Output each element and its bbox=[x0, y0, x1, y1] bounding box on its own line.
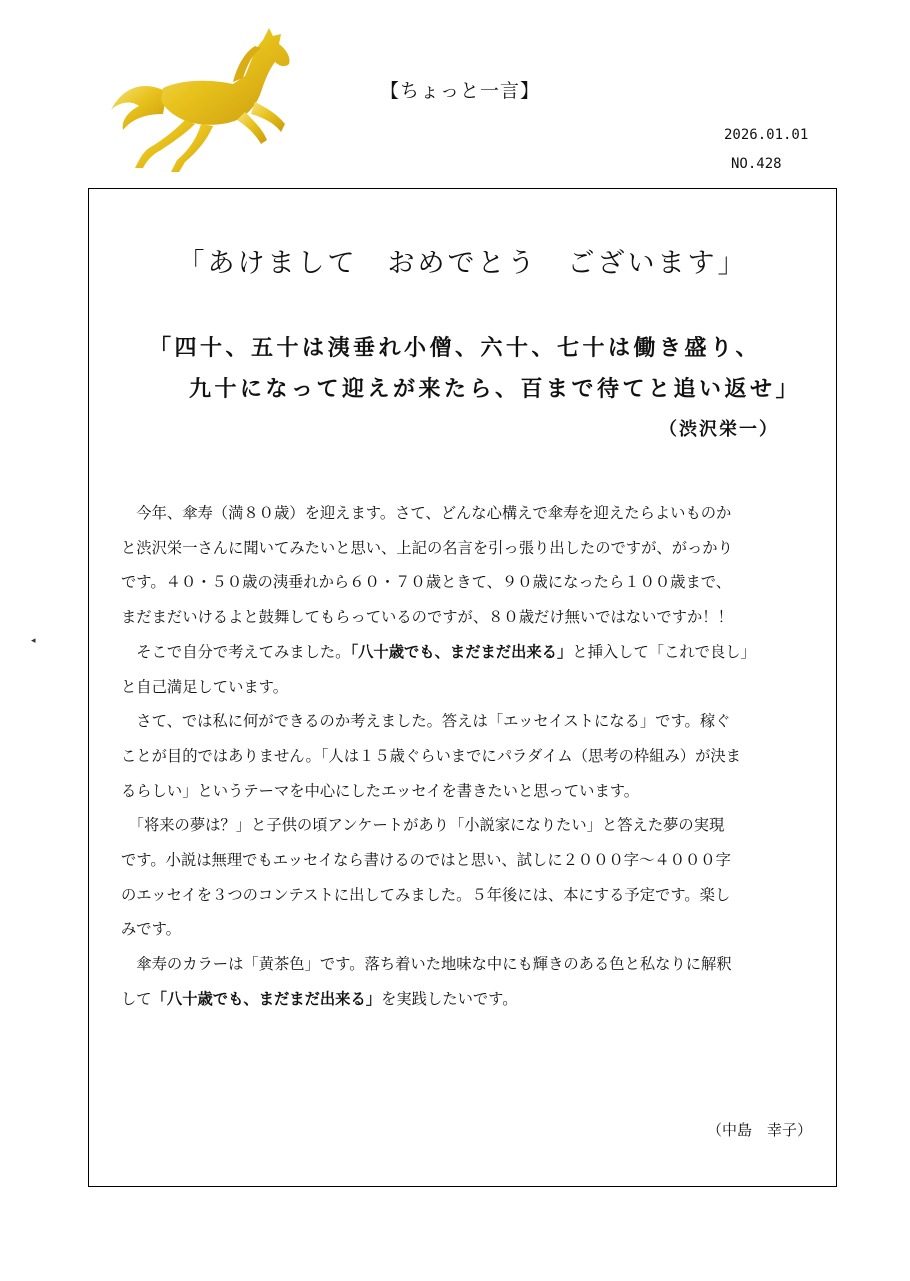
golden-horse-icon bbox=[105, 22, 295, 177]
author-signature: （中島 幸子） bbox=[707, 1121, 813, 1139]
body-text-segment: を実践したいです。 bbox=[381, 989, 518, 1008]
issue-date: 2026.01.01 bbox=[724, 127, 809, 143]
quote-line-1: 「四十、五十は洟垂れ小僧、六十、七十は働き盛り、 bbox=[149, 335, 762, 361]
body-line: 傘寿のカラーは「黄茶色」です。落ち着いた地味な中にも輝きのある色と私なりに解釈 bbox=[121, 955, 732, 974]
emphasis-phrase: 「八十歳でも、まだまだ出来る」 bbox=[151, 989, 382, 1008]
body-line bbox=[121, 635, 811, 670]
quote-line-2: 九十になって迎えが来たら、百まで待てと追い返せ」 bbox=[189, 376, 802, 402]
body-line: と渋沢栄一さんに聞いてみたいと思い、上記の名言を引っ張り出したのですが、がっかり bbox=[121, 538, 733, 557]
body-line: るらしい」というテーマを中心にしたエッセイを書きたいと思っています。 bbox=[121, 781, 640, 800]
body-line: さて、では私に何ができるのか考えました。答えは「エッセイストになる」です。稼ぐ bbox=[121, 712, 731, 731]
body-line: 今年、傘寿（満８０歳）を迎えます。さて、どんな心構えで傘寿を迎えたらよいものか bbox=[121, 504, 732, 522]
new-year-greeting: 「あけまして おめでとう ございます」 bbox=[177, 248, 748, 279]
column-title: 【ちょっと一言】 bbox=[380, 80, 541, 102]
quote-attribution: （渋沢栄一） bbox=[659, 419, 779, 440]
issue-number: NO.428 bbox=[731, 156, 782, 172]
body-line: 「将来の夢は？」と子供の頃アンケートがあり「小説家になりたい」と答えた夢の実現 bbox=[121, 816, 725, 835]
article-body bbox=[121, 496, 811, 1017]
body-text-segment: と挿入して「これで良し」 bbox=[572, 642, 756, 661]
emphasis-phrase: 「八十歳でも、まだまだ出来る」 bbox=[350, 642, 573, 661]
margin-marker: ◂ bbox=[31, 636, 36, 646]
body-line: ことが目的ではありません。「人は１５歳ぐらいまでにパラダイム（思考の枠組み）が決ま bbox=[121, 746, 741, 765]
body-line: です。４０・５０歳の洟垂れから６０・７０歳ときて、９０歳になったら１００歳まで、 bbox=[121, 573, 732, 592]
article-frame bbox=[88, 188, 837, 1187]
body-line: と自己満足しています。 bbox=[121, 677, 289, 696]
body-line: です。小説は無理でもエッセイなら書けるのではと思い、試しに２０００字～４０００字 bbox=[121, 851, 731, 870]
body-line bbox=[121, 982, 811, 1017]
body-line: みです。 bbox=[121, 920, 181, 939]
body-text-segment: そこで自分で考えてみました。 bbox=[121, 642, 351, 661]
body-text-segment: して bbox=[121, 989, 152, 1008]
body-line: のエッセイを３つのコンテストに出してみました。５年後には、本にする予定です。楽し bbox=[121, 885, 731, 904]
body-line: まだまだいけるよと鼓舞してもらっているのですが、８０歳だけ無いではないですか！！ bbox=[121, 608, 733, 627]
